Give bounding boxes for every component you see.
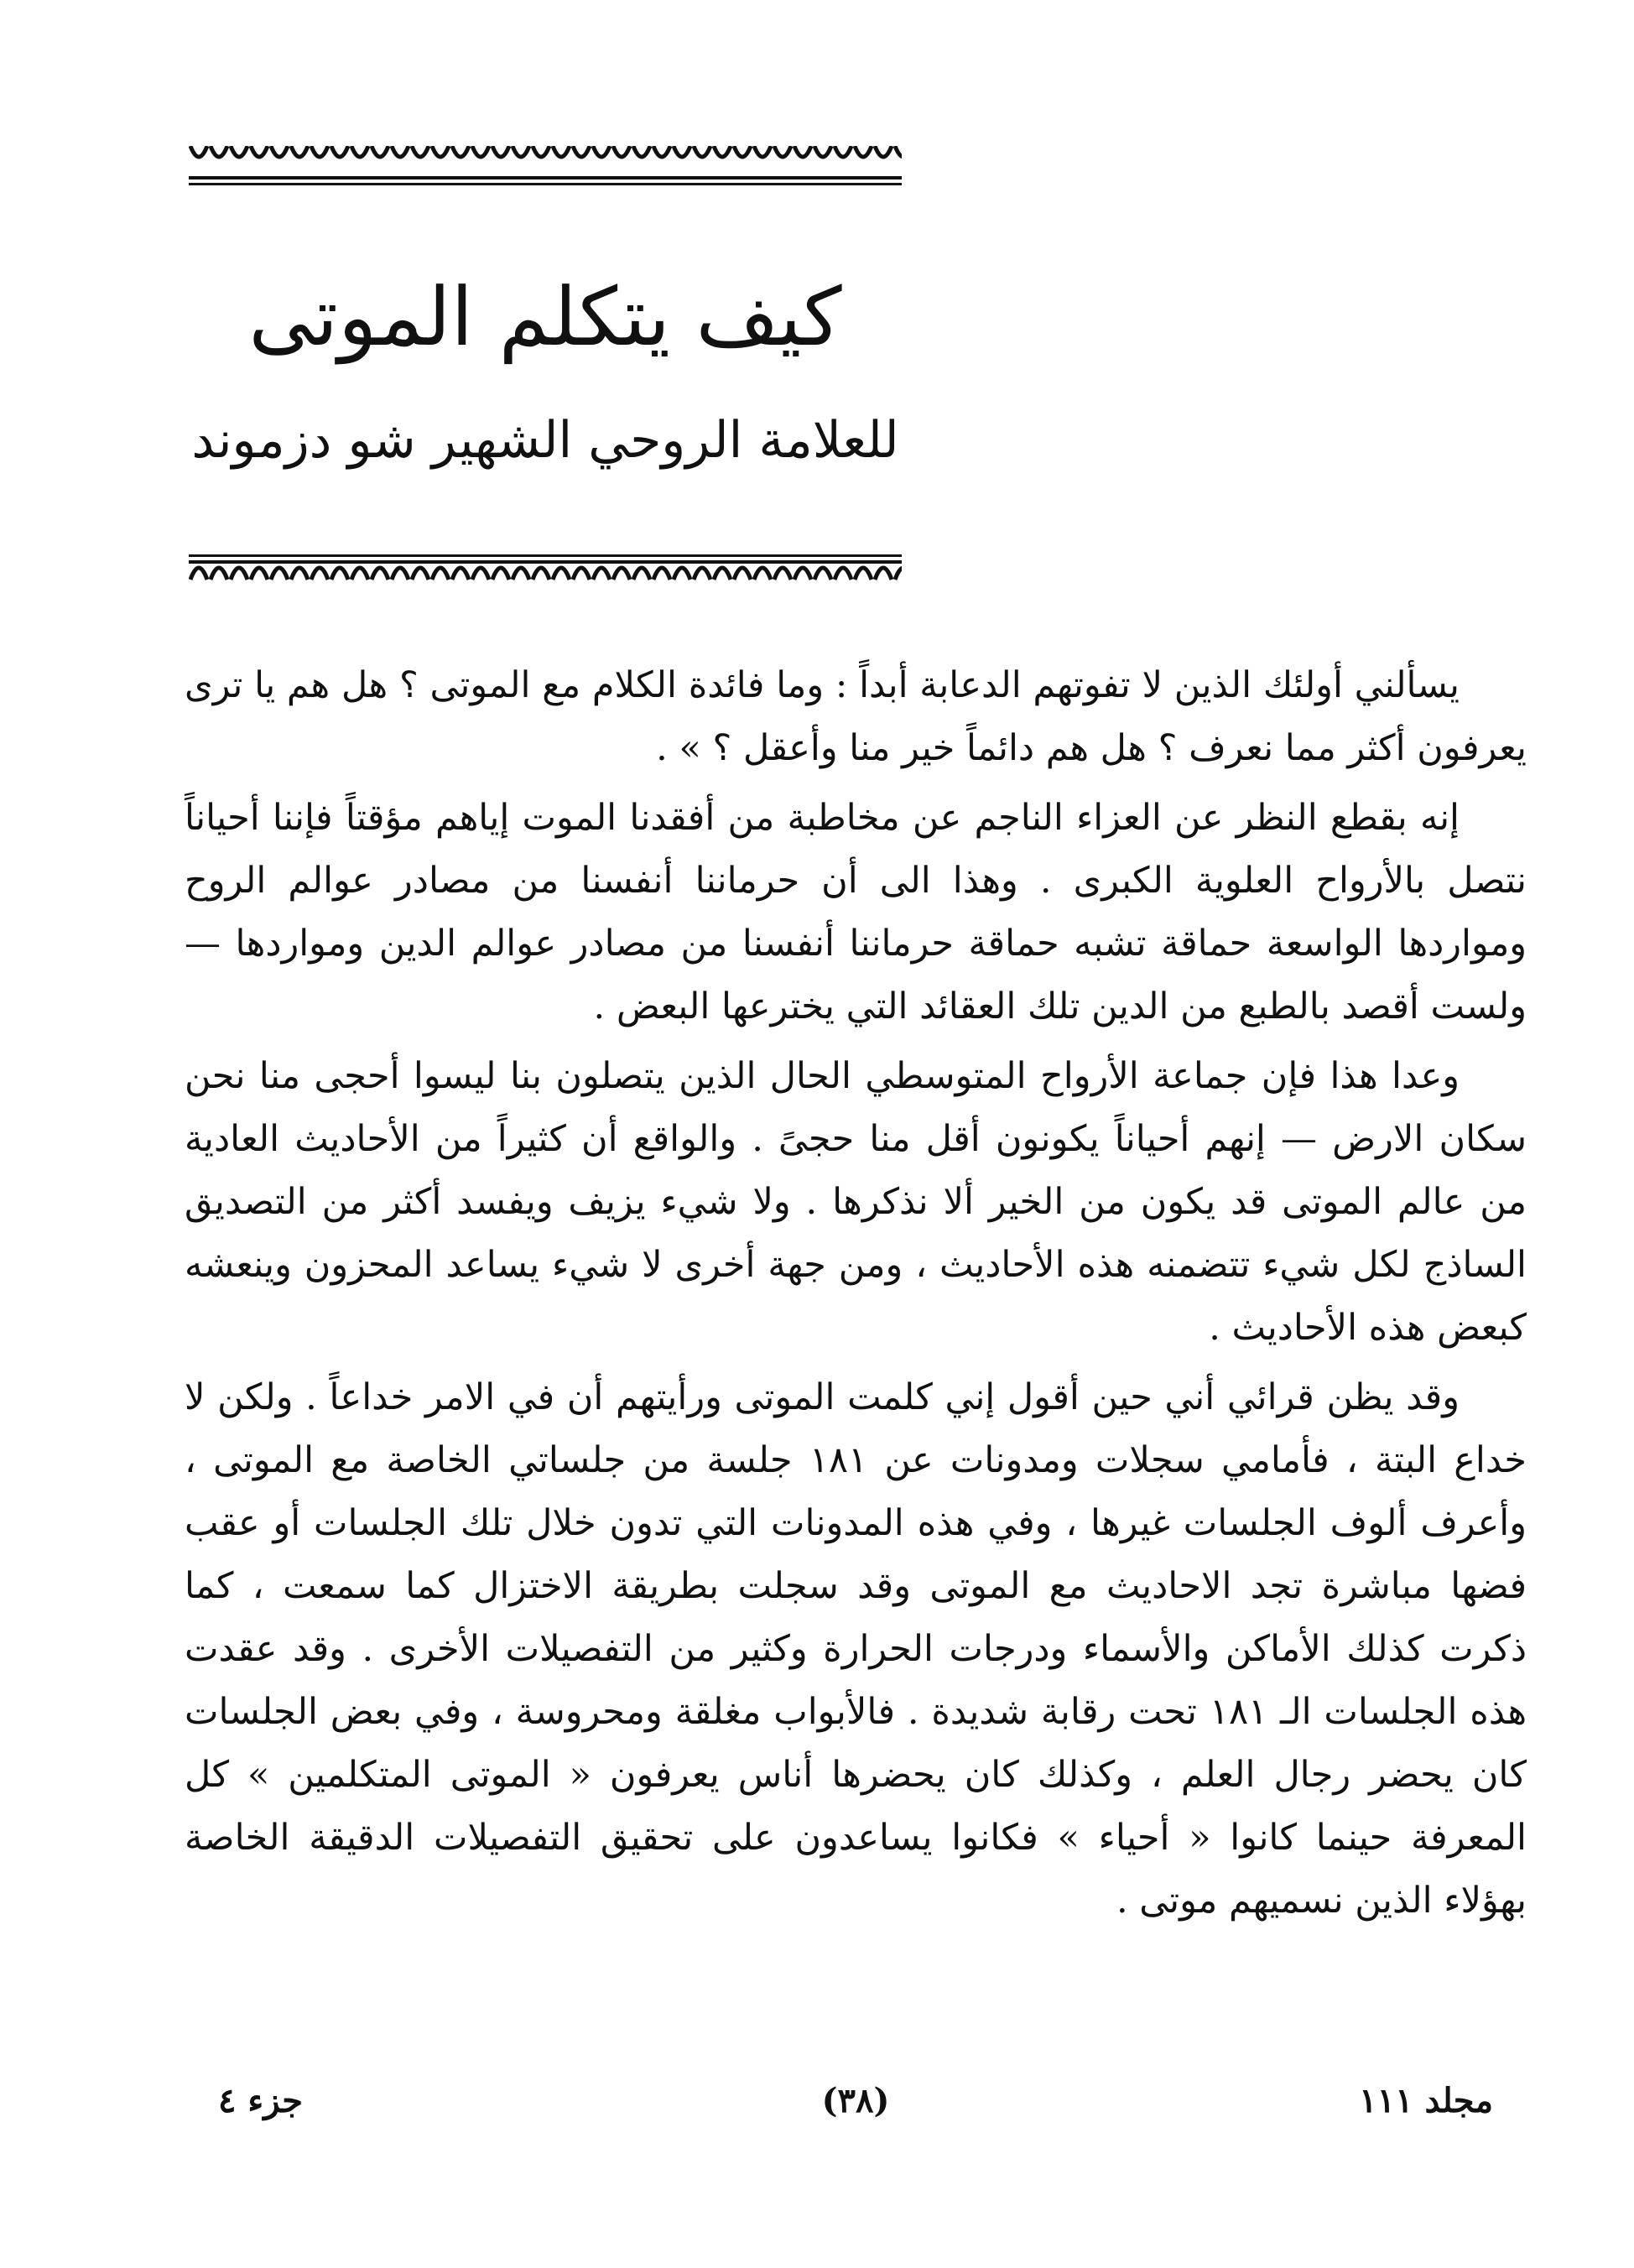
paragraph-2: إنه بقطع النظر عن العزاء الناجم عن مخاطبة من أفقدنا الموت إياهم مؤقتاً فإننا أحياناً نتصل بالأرواح العلوية الكبرى . وهذا الى أن حرماننا أنفسنا من مصادر عوالم الروح ومواردها الواسعة حماقة تشبه حماقة حرماننا أنفسنا من مصادر عوالم الدين ومواردها — ولست أقصد بالطبع من الدين تلك العقائد التي يخترعها البعض .: [185, 797, 1527, 1027]
paragraph-1: يسألني أولئك الذين لا تفوتهم الدعابة أبداً : وما فائدة الكلام مع الموتى ؟ هل هم يا ترى يعرفون أكثر مما نعرف ؟ هل هم دائماً خير منا وأعقل ؟ » .: [185, 664, 1527, 769]
divider-ornament-border: [189, 549, 902, 600]
scallop-divider-icon: [189, 549, 902, 600]
page-footer: [185, 2072, 1527, 2130]
article-title: كيف يتكلم الموتى: [248, 270, 842, 364]
paragraph-4: وقد يظن قرائي أني حين أقول إني كلمت الموتى ورأيتهم أن في الامر خداعاً . ولكن لا خداع البتة ، فأمامي سجلات ومدونات عن ١٨١ جلسة من جلساتي الخاصة مع الموتى ، وأعرف ألوف الجلسات غيرها ، وفي هذه المدونات التي تدون خلال تلك الجلسات أو عقب فضها مباشرة تجد الاحاديث مع الموتى وقد سجلت بطريقة الاختزال كما سمعت ، كما ذكرت كذلك الأماكن والأسماء ودرجات الحرارة وكثير من التفصيلات الأخرى . وقد عقدت هذه الجلسات الـ ١٨١ تحت رقابة شديدة . فالأبواب مغلقة ومحروسة ، وفي بعض الجلسات كان يحضر رجال العلم ، وكذلك كان يحضرها أناس يعرفون « الموتى المتكلمين » كل المعرفة حينما كانوا « أحياء » فكانوا يساعدون على تحقيق التفصيلات الدقيقة الخاصة بهؤلاء الذين نسميهم موتى .: [185, 1376, 1527, 1922]
top-ornament-border: [189, 143, 902, 193]
paragraph-3: وعدا هذا فإن جماعة الأرواح المتوسطي الحال الذين يتصلون بنا ليسوا أحجى منا نحن سكان الارض — إنهم أحياناً يكونون أقل منا حجىً . والواقع أن كثيراً من الأحاديث العادية من عالم الموتى قد يكون من الخير ألا نذكرها . ولا شيء يزيف ويفسد أكثر من التصديق الساذج لكل شيء تتضمنه هذه الأحاديث ، ومن جهة أخرى لا شيء يساعد المحزون وينعشه كبعض هذه الأحاديث .: [185, 1055, 1527, 1349]
page-number: (٣٨): [821, 2081, 890, 2120]
part-label: جزء ٤: [218, 2081, 304, 2120]
article-subtitle: للعلامة الروحي الشهير شو دزموند: [191, 411, 899, 470]
article-body: [185, 654, 1527, 1939]
scallop-border-icon: [189, 143, 902, 193]
volume-label: مجلد ١١١: [1359, 2081, 1493, 2120]
